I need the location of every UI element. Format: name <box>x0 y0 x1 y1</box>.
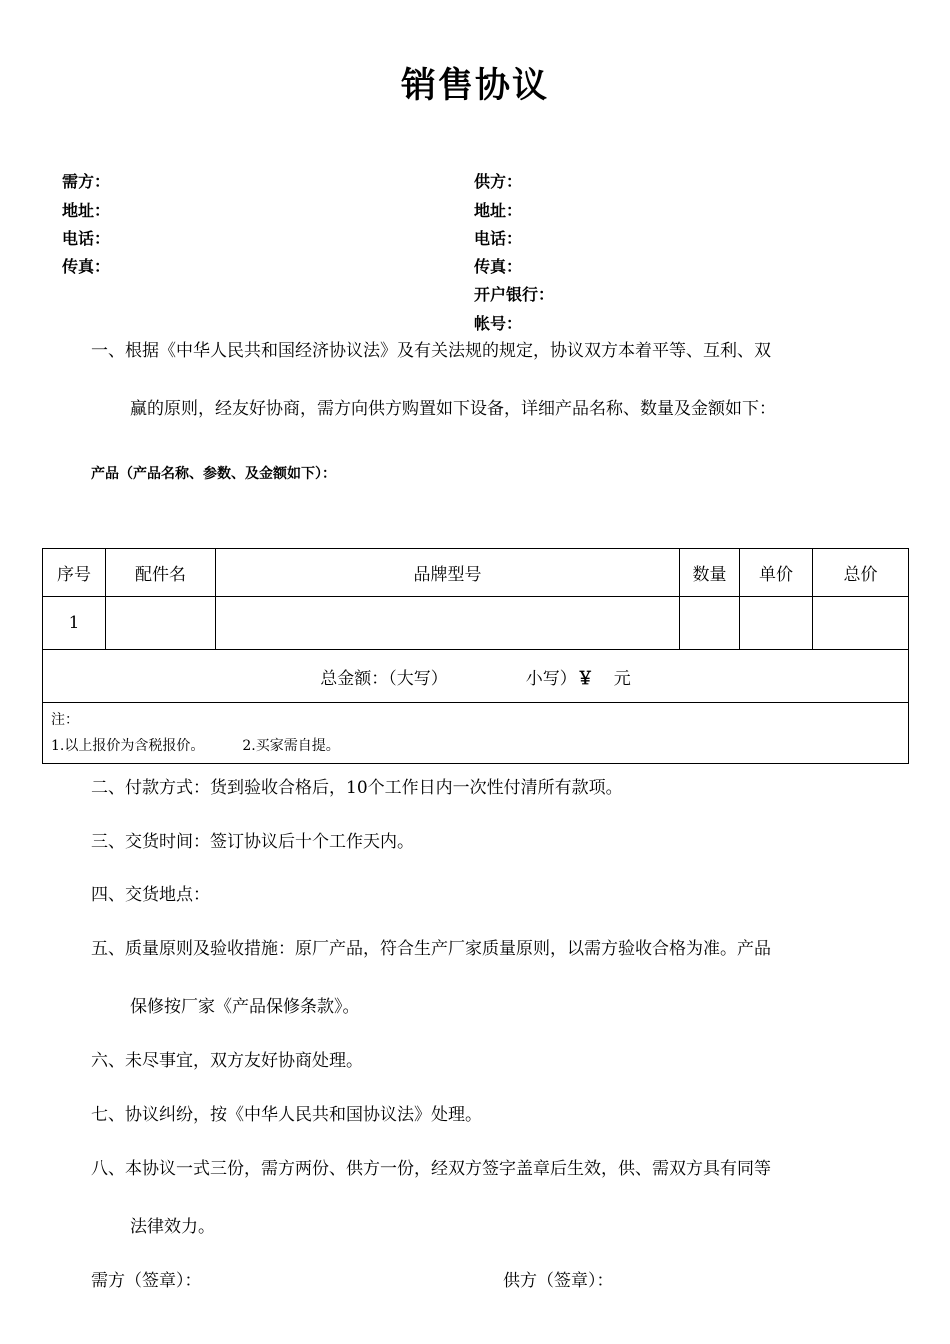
seller-account: 帐号： <box>474 314 523 333</box>
header-quantity: 数量 <box>680 549 740 597</box>
buyer-signature: 需方（签章）： <box>91 1271 202 1291</box>
clause-7: 七、协议纠纷，按《中华人民共和国协议法》处理。 <box>91 1105 482 1125</box>
row-quantity <box>680 597 740 650</box>
seller-address: 地址： <box>474 201 523 220</box>
seller-phone: 电话： <box>474 229 523 248</box>
row-part-name <box>106 597 216 650</box>
header-total-price: 总价 <box>813 549 909 597</box>
table-header-row <box>43 549 909 597</box>
notes-row <box>43 703 909 764</box>
notes-cell <box>43 703 909 764</box>
total-label: 总金额：（大写） <box>320 668 448 689</box>
header-index: 序号 <box>43 549 106 597</box>
notes-heading: 注： <box>51 712 79 728</box>
product-table <box>42 548 909 764</box>
buyer-address: 地址： <box>62 201 111 220</box>
seller-bank: 开户银行： <box>474 285 555 304</box>
clause-2: 二、付款方式：货到验收合格后，10个工作日内一次性付清所有款项。 <box>91 778 623 798</box>
product-label: 产品（产品名称、参数、及金额如下）： <box>91 466 336 482</box>
seller-label: 供方： <box>474 172 523 191</box>
row-brand-model <box>216 597 680 650</box>
clause-3: 三、交货时间：签订协议后十个工作天内。 <box>91 832 414 852</box>
table-row <box>43 597 909 650</box>
header-brand-model: 品牌型号 <box>216 549 680 597</box>
seller-fax: 传真： <box>474 257 523 276</box>
buyer-phone: 电话： <box>62 229 111 248</box>
clause-8-line1: 八、本协议一式三份，需方两份、供方一份，经双方签字盖章后生效，供、需双方具有同等 <box>91 1159 771 1179</box>
row-total-price <box>813 597 909 650</box>
note-2: 2.买家需自提。 <box>242 738 340 754</box>
header-part-name: 配件名 <box>106 549 216 597</box>
clause-5-line1: 五、质量原则及验收措施：原厂产品，符合生产厂家质量原则，以需方验收合格为准。产品 <box>91 939 771 959</box>
clause-1-line1: 一、根据《中华人民共和国经济协议法》及有关法规的规定，协议双方本着平等、互利、双 <box>91 341 771 361</box>
buyer-label: 需方： <box>62 172 111 191</box>
buyer-fax: 传真： <box>62 257 111 276</box>
total-amount-cell <box>43 650 909 703</box>
note-1: 1.以上报价为含税报价。 <box>51 738 205 754</box>
page-title: 销售协议 <box>400 66 549 106</box>
total-unit: 元 <box>613 668 631 689</box>
seller-signature: 供方（签章）： <box>503 1271 614 1291</box>
row-unit-price <box>740 597 813 650</box>
header-unit-price: 单价 <box>740 549 813 597</box>
clause-6: 六、未尽事宜，双方友好协商处理。 <box>91 1051 363 1071</box>
clause-5-line2: 保修按厂家《产品保修条款》。 <box>130 997 360 1017</box>
clause-4: 四、交货地点： <box>91 885 210 905</box>
row-index: 1 <box>43 597 106 650</box>
currency-symbol: ￥ <box>576 668 594 689</box>
total-row <box>43 650 909 703</box>
clause-1-line2: 赢的原则，经友好协商，需方向供方购置如下设备，详细产品名称、数量及金额如下： <box>130 399 776 419</box>
clause-8-line2: 法律效力。 <box>130 1217 215 1237</box>
total-small-label: 小写） <box>525 668 577 689</box>
